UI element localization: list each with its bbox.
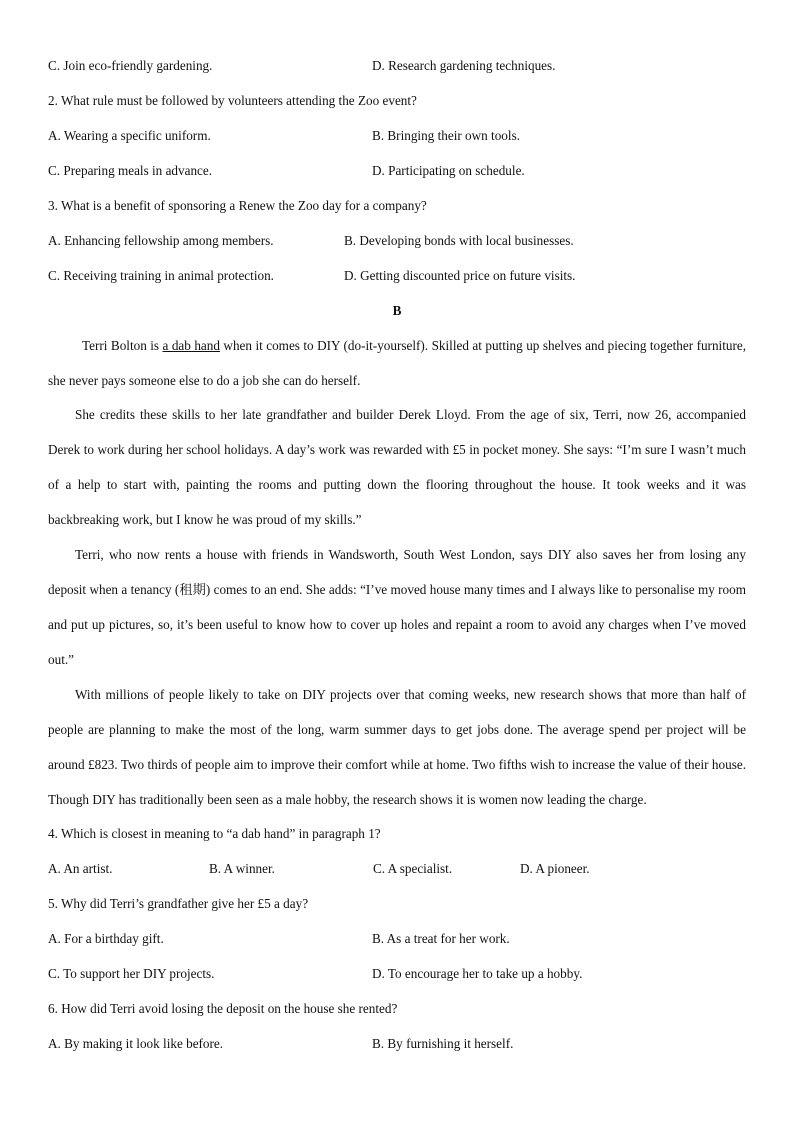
p1-text-after: when it comes to DIY (do-it-yourself). Skilled at putting up shelves and piecing together furniture, she never pays someone else to do a job she can do herself.	[48, 338, 746, 388]
q2-option-d: D. Participating on schedule.	[372, 163, 525, 178]
q2-option-c: C. Preparing meals in advance.	[48, 163, 213, 178]
passage-paragraph-4: With millions of people likely to take on DIY projects over that coming weeks, new research shows that more than half of people are planning to make the most of the long, warm summer days to get jobs done. The average spend per project will be around £823. Two thirds of people aim to improve their comfort while at home. Two fifths wish to increase the value of their house. Though DIY has traditionally been seen as a male hobby, the research shows it is women now leading the charge.	[48, 687, 746, 807]
q2-stem: 2. What rule must be followed by volunteers attending the Zoo event?	[48, 93, 417, 108]
q3-option-d: D. Getting discounted price on future visits.	[344, 268, 576, 283]
q3-option-c: C. Receiving training in animal protection.	[48, 268, 274, 283]
passage-paragraph-1	[48, 328, 746, 398]
q3-option-a: A. Enhancing fellowship among members.	[48, 233, 274, 248]
q4-option-a: A. An artist.	[48, 861, 113, 876]
passage-paragraph-3: Terri, who now rents a house with friends in Wandsworth, South West London, says DIY also saves her from losing any deposit when a tenancy (租期) comes to an end. She adds: “I’ve moved house many times and I always like to personalise my room and put up pictures, so, it’s been useful to know how to cover up holes and repaint a room to avoid any charges when I’ve moved out.”	[48, 547, 746, 667]
q1-option-c: C. Join eco-friendly gardening.	[48, 58, 213, 73]
q4-stem: 4. Which is closest in meaning to “a dab hand” in paragraph 1?	[48, 826, 381, 841]
q5-option-c: C. To support her DIY projects.	[48, 966, 215, 981]
p1-underlined-phrase: a dab hand	[162, 338, 220, 353]
q5-option-b: B. As a treat for her work.	[372, 931, 510, 946]
q5-option-a: A. For a birthday gift.	[48, 931, 164, 946]
q3-stem: 3. What is a benefit of sponsoring a Renew the Zoo day for a company?	[48, 198, 427, 213]
q5-stem: 5. Why did Terri’s grandfather give her £5 a day?	[48, 896, 309, 911]
q1-option-d: D. Research gardening techniques.	[372, 58, 556, 73]
q6-option-a: A. By making it look like before.	[48, 1036, 224, 1051]
section-label: B	[392, 303, 402, 318]
q2-option-a: A. Wearing a specific uniform.	[48, 128, 211, 143]
q3-option-b: B. Developing bonds with local businesses.	[344, 233, 574, 248]
q4-option-d: D. A pioneer.	[520, 861, 590, 876]
q6-stem: 6. How did Terri avoid losing the deposit on the house she rented?	[48, 1001, 398, 1016]
q5-option-d: D. To encourage her to take up a hobby.	[372, 966, 583, 981]
q2-option-b: B. Bringing their own tools.	[372, 128, 520, 143]
passage-paragraph-2: She credits these skills to her late grandfather and builder Derek Lloyd. From the age of six, Terri, now 26, accompanied Derek to work during her school holidays. A day’s work was rewarded with £5 in pocket money. She says: “I’m sure I wasn’t much of a help to start with, painting the rooms and putting down the flooring throughout the house. It took weeks and it was backbreaking work, but I know he was proud of my skills.”	[48, 407, 746, 527]
p1-text-before: Terri Bolton is	[82, 338, 163, 353]
q4-option-c: C. A specialist.	[373, 861, 453, 876]
q4-option-b: B. A winner.	[209, 861, 275, 876]
q6-option-b: B. By furnishing it herself.	[372, 1036, 514, 1051]
